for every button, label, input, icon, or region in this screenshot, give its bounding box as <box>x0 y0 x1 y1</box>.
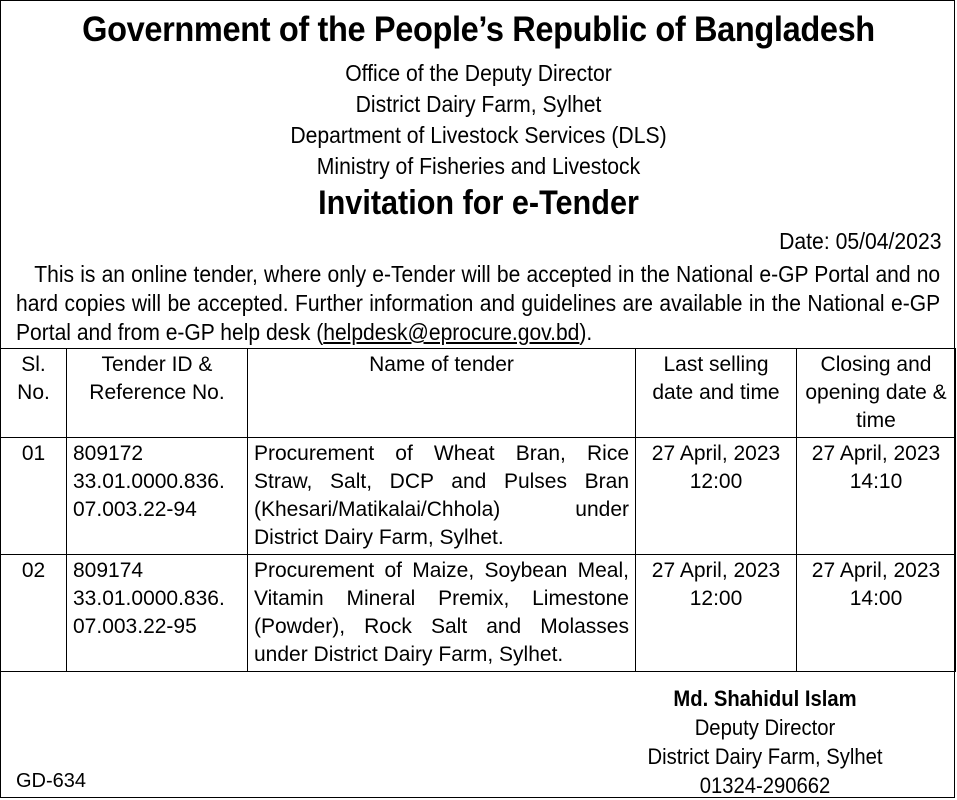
table-header-row <box>1 349 956 438</box>
closing-time: 14:00 <box>849 587 903 610</box>
tender-id: 809174 <box>73 559 144 582</box>
row-tender-name: Procurement of Maize, Soybean Meal, Vitamin Mineral Premix, Limestone (Powder), Rock Salt and Molasses under District Dairy Farm, Sylhet. <box>248 555 636 672</box>
office-line: Department of Livestock Services (DLS) <box>290 122 667 148</box>
row-tender-ref <box>67 438 248 555</box>
row-last-selling <box>636 438 797 555</box>
header-closing-opening: Closing and opening date & time <box>797 349 956 438</box>
tender-id: 809172 <box>73 442 144 465</box>
header-tender-name: Name of tender <box>248 349 636 438</box>
header-sl-no: Sl. No. <box>1 349 67 438</box>
selling-date: 27 April, 2023 <box>651 559 781 582</box>
row-closing-opening <box>797 555 956 672</box>
closing-time: 14:10 <box>849 470 903 493</box>
helpdesk-email-link[interactable]: helpdesk@eprocure.gov.bd <box>323 319 580 345</box>
closing-date: 27 April, 2023 <box>811 442 941 465</box>
office-line: Office of the Deputy Director <box>345 60 612 86</box>
notice-date: Date: 05/04/2023 <box>778 228 941 254</box>
row-tender-name: Procurement of Wheat Bran, Rice Straw, Salt, DCP and Pulses Bran (Khesari/Matikalai/Chhola) under District Dairy Farm, Sylhet. <box>248 438 636 555</box>
row-last-selling <box>636 555 797 672</box>
table-row <box>1 438 956 555</box>
table-row <box>1 555 956 672</box>
signature-block <box>632 684 899 800</box>
tender-title: Invitation for e-Tender <box>318 184 639 222</box>
government-heading: Government of the People’s Republic of Bangladesh <box>82 10 875 49</box>
row-sl: 01 <box>1 438 67 555</box>
row-tender-ref <box>67 555 248 672</box>
intro-text-end: ). <box>579 319 593 345</box>
signatory-name: Md. Shahidul Islam <box>673 686 857 711</box>
intro-text: This is an online tender, where only e-Tender will be accepted in the National e-GP Portal and no hard copies will be accepted. Further information and guidelines are available in the National e-GP Portal and from e-GP help desk ( <box>16 261 941 345</box>
selling-time: 12:00 <box>689 587 743 610</box>
closing-date: 27 April, 2023 <box>811 559 941 582</box>
intro-paragraph <box>16 260 940 347</box>
reference-no: 33.01.0000.836. 07.003.22-95 <box>73 587 225 638</box>
tender-table <box>0 348 956 672</box>
row-sl: 02 <box>1 555 67 672</box>
selling-time: 12:00 <box>689 470 743 493</box>
signatory-office: District Dairy Farm, Sylhet <box>647 744 883 769</box>
office-address <box>38 58 918 182</box>
signatory-designation: Deputy Director <box>694 715 836 740</box>
row-closing-opening <box>797 438 956 555</box>
office-line: District Dairy Farm, Sylhet <box>355 91 602 117</box>
signatory-phone: 01324-290662 <box>699 773 831 798</box>
office-line: Ministry of Fisheries and Livestock <box>316 153 641 179</box>
reference-no: 33.01.0000.836. 07.003.22-94 <box>73 470 225 521</box>
header-tender-id: Tender ID & Reference No. <box>67 349 248 438</box>
header-last-selling: Last selling date and time <box>636 349 797 438</box>
selling-date: 27 April, 2023 <box>651 442 781 465</box>
notice-code: GD-634 <box>16 770 87 792</box>
